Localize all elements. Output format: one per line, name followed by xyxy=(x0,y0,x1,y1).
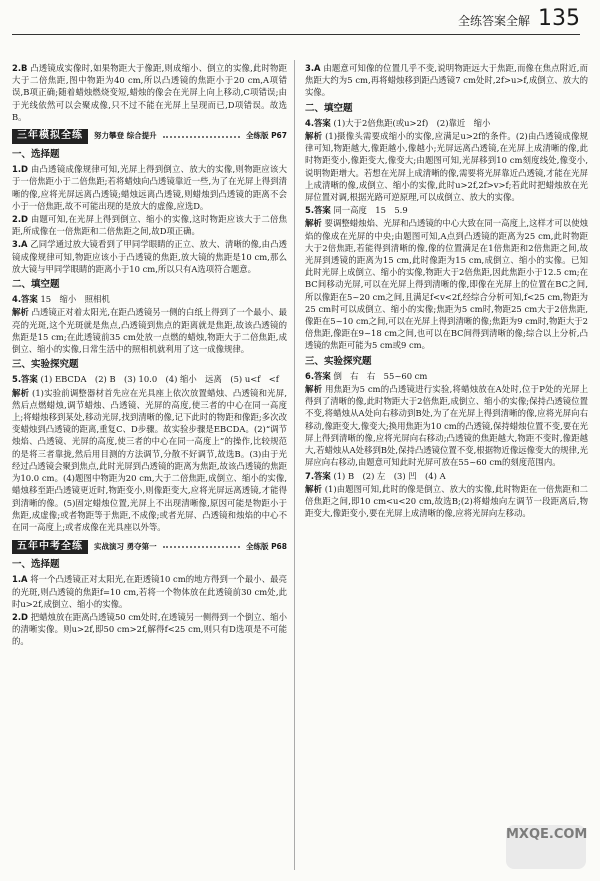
answer-text: (1)摄像头需要成缩小的实像,应满足u>2f的条件。(2)由凸透镜成像规律可知,物距越大,像距越小,像越小;光屏远离凸透镜,在光屏上成清晰的像,此时物距变小,像距变大,像变大;由题图可知,光屏移到10 cm刻度线处,像变小,说明物距增大。若想在光屏上成清晰的像,需要将光屏靠近凸透镜,才能在光屏上成清晰的像,成倒立、缩小的实像,此时u>2f,2f>v>f;若此时把蜡烛放在光屏位置对调,根据光路可逆原理,可以成倒立、放大的实像。 xyxy=(305,131,588,203)
answer-text: 由题可知,在光屏上得到倒立、缩小的实像,这时物距应该大于二倍焦距,所成像在一倍焦距和二倍焦距之间,故D项正确。 xyxy=(12,214,287,237)
answer-text: (1)实验前调整器材首先应在光具座上依次放置蜡烛、凸透镜和光屏,然后点燃蜡烛,调节蜡烛、凸透镜、光屏的高度,使三者的中心在同一高度上;将蜡烛移到某处,移动光屏,找到清晰的像,记下此时的物距和像距;多次改变蜡烛到凸透镜的距离,重复C、D步骤。故实验步骤是EBCDA。(2)“调节烛焰、凸透镜、光屏的高度,使三者的中心在同一高度上”的操作,比较规范的是将三者靠拢,然后用目测的方法调节,分散不好调节,故选B。(3)由于光经过凸透镜会聚到焦点,此时光屏到凸透镜的距离为焦距,故该凸透镜的焦距为10.0 cm。(4)题图中物距为20 cm,大于二倍焦距,成倒立、缩小的实像,蜡烛移至距凸透镜更近时,物距变小,则像距变大,应将光屏远离透镜,才能得到清晰的像。(5)固定蜡烛位置,光屏上不出现清晰像,原因可能是物距小于焦距,成虚像;或者物距等于焦距,不成像;或者光屏、凸透镜和烛焰的中心不在同一高度上;或者成像在光具座以外等。 xyxy=(12,387,288,532)
answer-number: 5.答案 xyxy=(305,205,331,216)
banner-subtitle: 努力攀登 综合提升 xyxy=(94,131,157,141)
answer-text: 倒 右 右 55~60 cm xyxy=(333,370,428,381)
banner-divider xyxy=(163,546,240,548)
banner-reference: 全练版 P68 xyxy=(245,541,287,551)
answer-text: 凸透镜成实像时,如果物距大于像距,则成缩小、倒立的实像,此时物距大于二倍焦距,图中物距为40 cm,所以凸透镜的焦距小于20 cm,A项错误,B项正确;随着蜡烛燃烧变短,蜡烛的像会在光屏上向上移动,C项错误;由于光线依然可以会聚成像,只不过不能在光屏上呈现而已,D项错误。故选B。 xyxy=(12,63,287,122)
answer-text: 把蜡烛放在距离凸透镜50 cm处时,在透镜另一侧得到一个倒立、缩小的清晰实像。则u>2f,即50 cm>2f,解得f<25 cm,则只有D选项是不可能的。 xyxy=(12,611,287,647)
answer-paragraph xyxy=(12,306,287,355)
answer-paragraph xyxy=(12,387,287,533)
answer-paragraph xyxy=(12,611,287,648)
answer-paragraph xyxy=(305,470,588,482)
banner-title: 三年模拟全练 xyxy=(12,129,88,143)
answer-number: 2.D xyxy=(12,611,28,622)
section-heading: 二、填空题 xyxy=(305,102,353,114)
answer-paragraph xyxy=(305,383,588,468)
answer-text: (1)大于2倍焦距(或u>2f) (2)靠近 缩小 xyxy=(333,117,491,128)
section-heading: 三、实验探究题 xyxy=(12,359,79,371)
page-number: 135 xyxy=(538,6,580,31)
section-heading: 三、实验探究题 xyxy=(305,355,372,367)
left-column xyxy=(12,62,287,649)
analysis-label: 解析 xyxy=(12,307,29,318)
watermark-logo: MXQE.COM xyxy=(506,825,586,869)
answer-number: 6.答案 xyxy=(305,370,331,381)
answer-paragraph xyxy=(12,293,287,305)
section-heading: 二、填空题 xyxy=(12,279,60,291)
answer-text: (1) B (2) 左 (3) 凹 (4) A xyxy=(333,470,446,481)
answer-paragraph xyxy=(305,370,588,382)
answer-text: 由凸透镜成像规律可知,光屏上得到倒立、放大的实像,则物距应该大于一倍焦距小于二倍焦距;若将蜡烛向凸透镜靠近一些,为了在光屏上得到清晰的像,应将光屏远离凸透镜;蜡烛远离凸透镜,则蜡烛到凸透镜的距离不会小于一倍焦距,故不可能出现的是放大的虚像,应选D。 xyxy=(12,164,287,211)
answer-paragraph xyxy=(305,130,588,203)
page-header xyxy=(0,0,600,52)
section-banner xyxy=(12,128,287,145)
answer-text: 乙同学通过放大镜看到了甲同学眼睛的正立、放大、清晰的像,由凸透镜成像规律可知,物距应该小于凸透镜的焦距,放大镜的焦距是10 cm,那么放大镜与甲同学眼睛的距离小于10 cm,所以只有A选项符合题意。 xyxy=(12,239,287,274)
header-title: 全练答案全解 xyxy=(457,14,530,28)
answer-text: 将一个凸透镜正对太阳光,在距透镜10 cm的地方得到一个最小、最亮的光斑,则凸透镜的焦距f=10 cm,若将一个物体放在此透镜前30 cm处,此时u>2f,成倒立、缩小的实像。 xyxy=(12,574,287,609)
answer-paragraph xyxy=(305,204,588,216)
answer-paragraph xyxy=(12,373,287,385)
answer-number: 5.答案 xyxy=(12,374,38,385)
answer-number: 1.D xyxy=(12,164,28,175)
analysis-label: 解析 xyxy=(12,387,30,398)
analysis-label: 解析 xyxy=(305,131,323,142)
section-banner xyxy=(12,538,287,555)
header-divider xyxy=(12,34,580,35)
answer-number: 4.答案 xyxy=(12,294,38,305)
answer-number: 4.答案 xyxy=(305,117,331,128)
answer-paragraph xyxy=(305,117,588,129)
banner-reference: 全练版 P67 xyxy=(245,131,287,141)
answer-text: 15 缩小 照相机 xyxy=(40,294,110,305)
answer-text: 同一高度 15 5.9 xyxy=(333,205,408,216)
answer-number: 2.B xyxy=(12,63,28,73)
answer-paragraph xyxy=(12,238,287,275)
analysis-label: 解析 xyxy=(305,218,322,229)
answer-paragraph xyxy=(12,213,287,237)
answer-text: (1)由题图可知,此时的像是倒立、放大的实像,此时物距在一倍焦距和二倍焦距之间,即10 cm<u<20 cm,故选B;(2)将蜡烛向左调节一段距离后,物距变大,像距变小,要在光屏上成清晰的像,应将光屏向左移动。 xyxy=(305,483,589,519)
right-column xyxy=(305,62,588,520)
answer-text: 用焦距为5 cm的凸透镜进行实验,将蜡烛放在A处时,位于P处的光屏上得到了清晰的像,此时物距大于2倍焦距,成倒立、缩小的实像;保持凸透镜位置不变,将蜡烛从A处向右移动到B处,为了在光屏上得到清晰的像,应将光屏向右移动,像距变大,像变大;换用焦距为10 cm的凸透镜,保持蜡烛位置不变,要在光屏上得到清晰的像,应将光屏向右移动;凸透镜的焦距越大,物距不变时,像距越大,若蜡烛从A处移到B处,保持凸透镜位置不变,根据物近像远像变大的规律,光屏应向右移动,由题意可知此时光屏可放在55~60 cm的刻度范围内。 xyxy=(305,384,588,468)
answer-number: 1.A xyxy=(12,574,28,585)
answer-number: 2.D xyxy=(12,214,28,225)
answer-paragraph xyxy=(305,217,588,351)
answer-number: 3.A xyxy=(305,63,321,73)
analysis-label: 解析 xyxy=(305,384,323,395)
answer-paragraph xyxy=(305,483,588,520)
answer-text: (1) EBCDA (2) B (3) 10.0 (4) 缩小 远离 (5) u<f <f xyxy=(40,374,279,385)
banner-title: 五年中考全练 xyxy=(12,540,88,554)
answer-paragraph xyxy=(305,62,588,99)
section-heading: 一、选择题 xyxy=(12,559,60,571)
answer-text: 凸透镜正对着太阳光,在距凸透镜另一侧的白纸上得到了一个最小、最亮的光斑,这个光斑就是焦点,凸透镜到焦点的距离就是焦距,故该凸透镜的焦距是15 cm;在此透镜前35 cm处放一点燃的蜡烛,物距大于二倍焦距,成倒立、缩小的实像,日常生活中的照相机就利用了这一成像规律。 xyxy=(12,307,287,355)
banner-divider xyxy=(163,136,240,138)
answer-number: 7.答案 xyxy=(305,470,331,481)
section-heading: 一、选择题 xyxy=(12,149,60,161)
answer-paragraph xyxy=(12,163,287,212)
banner-subtitle: 实战演习 勇夺第一 xyxy=(94,541,157,551)
answer-paragraph xyxy=(12,62,287,123)
answer-paragraph xyxy=(12,573,287,610)
column-divider xyxy=(294,60,295,870)
answer-number: 3.A xyxy=(12,239,28,250)
analysis-label: 解析 xyxy=(305,483,322,494)
answer-text: 要调整蜡烛焰、光屏和凸透镜的中心大致在同一高度上,这样才可以使烛焰的像成在光屏的中央;由题图可知,A点到凸透镜的距离为25 cm,此时物距大于2倍焦距,若能得到清晰的像,像的位置满足在1倍焦距和2倍焦距之间,故光屏到透镜的距离为15 cm,此时像距为15 cm,成倒立、缩小的实像。已知此时光屏上成倒立、缩小的实像,物距大于2倍焦距,因此焦距小于12.5 cm;在BC间移动光屏,可以在光屏上得到清晰的像,即像在光屏上的位置在BC之间,所以像距在5~20 cm之间,且满足f<v<2f,经综合分析可知,f<25 cm,物距为25 cm时可以成倒立、缩小的实像;焦距为5 cm时,物距25 cm大于2倍焦距,像距在5~10 cm之间,可以在光屏上得到清晰的像;焦距为9 cm时,物距大于2倍焦距,像距在9~18 cm之间,也可以在BC间得到清晰的像;综合以上分析,凸透镜的焦距可能为5 cm或9 cm。 xyxy=(305,218,588,351)
answer-text: 由题意可知像的位置几乎不变,说明物距远大于焦距,而像在焦点附近,而焦距大约为5 cm,再将蜡烛移到距凸透镜7 cm处时,2f>u>f,成倒立、放大的实像。 xyxy=(305,63,589,98)
